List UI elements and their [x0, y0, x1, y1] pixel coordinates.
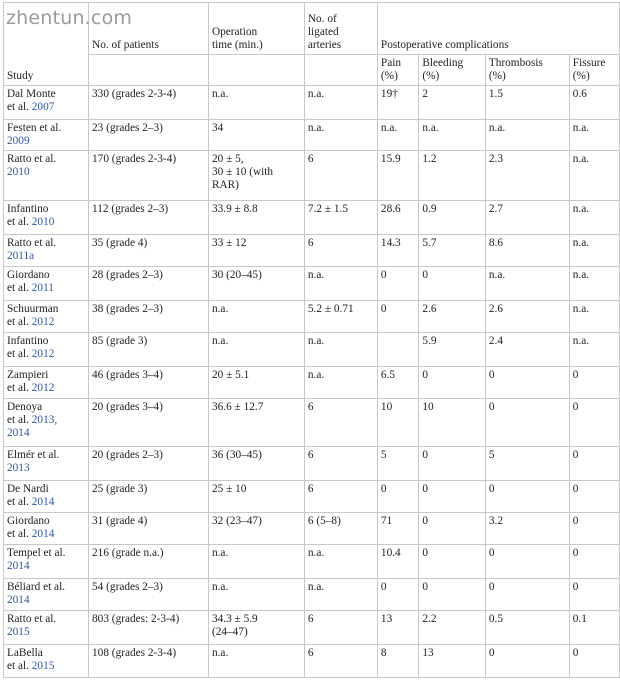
patients-cell: 28 (grades 2–3)	[89, 267, 209, 301]
fissure-cell: 0	[569, 367, 619, 399]
patients-cell: 31 (grade 4)	[89, 513, 209, 545]
table-row	[4, 333, 620, 367]
study-cell	[4, 333, 89, 367]
study-author: Dal Monte et al.	[7, 88, 56, 113]
thrombosis-cell: 0	[485, 399, 569, 447]
patients-cell: 20 (grades 3–4)	[89, 399, 209, 447]
pain-cell	[377, 333, 418, 367]
study-cell	[4, 481, 89, 513]
fissure-cell: 0	[569, 545, 619, 579]
table-row	[4, 611, 620, 645]
study-author: LaBella et al.	[7, 647, 43, 672]
table-row	[4, 151, 620, 201]
study-year-link[interactable]: 2012	[31, 382, 55, 394]
operation-time-cell: 30 (20–45)	[208, 267, 304, 301]
patients-cell: 170 (grades 2-3-4)	[89, 151, 209, 201]
study-author: De Nardi et al.	[7, 483, 49, 508]
header-operation-time: Operation time (min.)	[208, 3, 304, 55]
study-author: Giordano et al.	[7, 269, 50, 294]
fissure-cell: n.a.	[569, 235, 619, 267]
study-author: Tempel et al.	[7, 547, 66, 559]
bleeding-cell: 13	[419, 645, 486, 678]
operation-time-cell: n.a.	[208, 86, 304, 120]
patients-cell: 38 (grades 2–3)	[89, 301, 209, 333]
study-author: Infantino et al.	[7, 335, 49, 360]
operation-time-cell: n.a.	[208, 645, 304, 678]
study-author: Schuurman et al.	[7, 303, 59, 328]
header-arteries-blank	[304, 55, 377, 86]
pain-cell: 19†	[377, 86, 418, 120]
complications-table	[3, 2, 620, 678]
patients-cell: 46 (grades 3–4)	[89, 367, 209, 399]
study-year-link[interactable]: 2011	[31, 282, 54, 294]
pain-cell: 13	[377, 611, 418, 645]
ligated-arteries-cell: 7.2 ± 1.5	[304, 201, 377, 235]
operation-time-cell: n.a.	[208, 301, 304, 333]
pain-cell: 0	[377, 301, 418, 333]
patients-cell: 112 (grades 2–3)	[89, 201, 209, 235]
thrombosis-cell: 5	[485, 447, 569, 481]
operation-time-cell: 33 ± 12	[208, 235, 304, 267]
study-year-link[interactable]: 2015	[31, 660, 55, 672]
ligated-arteries-cell: 5.2 ± 0.71	[304, 301, 377, 333]
fissure-cell: n.a.	[569, 201, 619, 235]
table-row	[4, 579, 620, 611]
header-patients: No. of patients	[89, 3, 209, 55]
study-cell	[4, 235, 89, 267]
fissure-cell: 0	[569, 447, 619, 481]
fissure-cell: n.a.	[569, 151, 619, 201]
study-year-link[interactable]: 2013, 2014	[7, 414, 58, 439]
table-row	[4, 235, 620, 267]
fissure-cell: n.a.	[569, 301, 619, 333]
header-study: Study	[4, 3, 89, 86]
fissure-cell: 0.6	[569, 86, 619, 120]
pain-cell: 14.3	[377, 235, 418, 267]
ligated-arteries-cell: n.a.	[304, 579, 377, 611]
study-cell	[4, 579, 89, 611]
patients-cell: 330 (grades 2-3-4)	[89, 86, 209, 120]
pain-cell: 71	[377, 513, 418, 545]
bleeding-cell: 0	[419, 545, 486, 579]
fissure-cell: 0	[569, 481, 619, 513]
study-year-link[interactable]: 2014	[31, 496, 55, 508]
patients-cell: 20 (grades 2–3)	[89, 447, 209, 481]
fissure-cell: 0	[569, 645, 619, 678]
bleeding-cell: 5.7	[419, 235, 486, 267]
study-author: Festen et al.	[7, 122, 62, 134]
bleeding-cell: n.a.	[419, 120, 486, 151]
study-year-link[interactable]: 2012	[31, 348, 55, 360]
bleeding-cell: 0	[419, 267, 486, 301]
operation-time-cell: 36 (30–45)	[208, 447, 304, 481]
bleeding-cell: 0	[419, 513, 486, 545]
header-pain: Pain (%)	[377, 55, 418, 86]
header-time-blank	[208, 55, 304, 86]
study-cell	[4, 611, 89, 645]
fissure-cell: n.a.	[569, 333, 619, 367]
operation-time-cell: 33.9 ± 8.8	[208, 201, 304, 235]
ligated-arteries-cell: n.a.	[304, 367, 377, 399]
bleeding-cell: 0.9	[419, 201, 486, 235]
ligated-arteries-cell: 6 (5–8)	[304, 513, 377, 545]
table-row	[4, 301, 620, 333]
pain-cell: 15.9	[377, 151, 418, 201]
bleeding-cell: 5.9	[419, 333, 486, 367]
operation-time-cell: 34.3 ± 5.9 (24–47)	[208, 611, 304, 645]
fissure-cell: n.a.	[569, 120, 619, 151]
fissure-cell: 0	[569, 513, 619, 545]
study-year-link[interactable]: 2012	[31, 316, 55, 328]
pain-cell: 28.6	[377, 201, 418, 235]
fissure-cell: 0	[569, 579, 619, 611]
study-year-link[interactable]: 2014	[31, 528, 55, 540]
thrombosis-cell: 2.6	[485, 301, 569, 333]
fissure-cell: 0	[569, 399, 619, 447]
table-row	[4, 645, 620, 678]
table-row	[4, 120, 620, 151]
patients-cell: 25 (grade 3)	[89, 481, 209, 513]
study-year-link[interactable]: 2011a	[7, 250, 35, 262]
ligated-arteries-cell: 6	[304, 399, 377, 447]
study-cell	[4, 86, 89, 120]
study-cell	[4, 201, 89, 235]
pain-cell: 10	[377, 399, 418, 447]
table-row	[4, 367, 620, 399]
pain-cell: 10.4	[377, 545, 418, 579]
operation-time-cell: n.a.	[208, 333, 304, 367]
study-cell	[4, 645, 89, 678]
bleeding-cell: 2.2	[419, 611, 486, 645]
study-cell	[4, 545, 89, 579]
header-ligated-arteries: No. of ligated arteries	[304, 3, 377, 55]
thrombosis-cell: 0	[485, 645, 569, 678]
header-fissure: Fissure (%)	[569, 55, 619, 86]
bleeding-cell: 10	[419, 399, 486, 447]
ligated-arteries-cell: 6	[304, 611, 377, 645]
study-cell	[4, 513, 89, 545]
thrombosis-cell: 2.7	[485, 201, 569, 235]
study-author: Zampieri et al.	[7, 369, 49, 394]
fissure-cell: n.a.	[569, 267, 619, 301]
thrombosis-cell: 2.3	[485, 151, 569, 201]
pain-cell: 0	[377, 267, 418, 301]
table-row	[4, 267, 620, 301]
operation-time-cell: 20 ± 5, 30 ± 10 (with RAR)	[208, 151, 304, 201]
study-author: Giordano et al.	[7, 515, 50, 540]
pain-cell: 8	[377, 645, 418, 678]
patients-cell: 216 (grade n.a.)	[89, 545, 209, 579]
study-cell	[4, 367, 89, 399]
operation-time-cell: n.a.	[208, 579, 304, 611]
pain-cell: 6.5	[377, 367, 418, 399]
study-cell	[4, 399, 89, 447]
patients-cell: 108 (grades 2-3-4)	[89, 645, 209, 678]
operation-time-cell: 20 ± 5.1	[208, 367, 304, 399]
patients-cell: 803 (grades: 2-3-4)	[89, 611, 209, 645]
study-cell	[4, 151, 89, 201]
study-year-link[interactable]: 2007	[31, 101, 55, 113]
watermark: zhentun.com	[6, 7, 133, 29]
study-year-link[interactable]: 2015	[7, 626, 30, 638]
study-year-link[interactable]: 2014	[7, 594, 30, 606]
ligated-arteries-cell: n.a.	[304, 333, 377, 367]
study-year-link[interactable]: 2010	[7, 166, 30, 178]
thrombosis-cell: n.a.	[485, 120, 569, 151]
ligated-arteries-cell: 6	[304, 235, 377, 267]
ligated-arteries-cell: n.a.	[304, 86, 377, 120]
study-year-link[interactable]: 2013	[7, 462, 30, 474]
table-row	[4, 545, 620, 579]
patients-cell: 54 (grades 2–3)	[89, 579, 209, 611]
study-cell	[4, 447, 89, 481]
bleeding-cell: 0	[419, 481, 486, 513]
pain-cell: 0	[377, 481, 418, 513]
pain-cell: n.a.	[377, 120, 418, 151]
operation-time-cell: 36.6 ± 12.7	[208, 399, 304, 447]
study-cell	[4, 120, 89, 151]
study-author: Ratto et al.	[7, 153, 57, 165]
thrombosis-cell: 0	[485, 579, 569, 611]
pain-cell: 5	[377, 447, 418, 481]
operation-time-cell: 34	[208, 120, 304, 151]
patients-cell: 23 (grades 2–3)	[89, 120, 209, 151]
thrombosis-cell: 1.5	[485, 86, 569, 120]
ligated-arteries-cell: 6	[304, 447, 377, 481]
ligated-arteries-cell: 6	[304, 151, 377, 201]
header-patients-blank	[89, 55, 209, 86]
study-author: Denoya et al.	[7, 401, 43, 426]
thrombosis-cell: 0.5	[485, 611, 569, 645]
pain-cell: 0	[377, 579, 418, 611]
table-row	[4, 447, 620, 481]
bleeding-cell: 0	[419, 447, 486, 481]
thrombosis-cell: 0	[485, 481, 569, 513]
study-cell	[4, 301, 89, 333]
thrombosis-cell: 3.2	[485, 513, 569, 545]
patients-cell: 35 (grade 4)	[89, 235, 209, 267]
thrombosis-cell: n.a.	[485, 267, 569, 301]
table-row	[4, 201, 620, 235]
operation-time-cell: n.a.	[208, 545, 304, 579]
header-bleeding: Bleeding (%)	[419, 55, 486, 86]
study-author: Béliard et al.	[7, 581, 66, 593]
study-cell	[4, 267, 89, 301]
study-author: Elmér et al.	[7, 449, 60, 461]
operation-time-cell: 32 (23–47)	[208, 513, 304, 545]
table-row	[4, 399, 620, 447]
thrombosis-cell: 0	[485, 367, 569, 399]
bleeding-cell: 1.2	[419, 151, 486, 201]
header-postoperative-complications: Postoperative complications	[377, 3, 619, 55]
study-author: Ratto et al.	[7, 237, 57, 249]
study-author: Ratto et al.	[7, 613, 57, 625]
bleeding-cell: 0	[419, 579, 486, 611]
header-thrombosis: Thrombosis (%)	[485, 55, 569, 86]
study-author: Infantino et al.	[7, 203, 49, 228]
table-row	[4, 481, 620, 513]
ligated-arteries-cell: n.a.	[304, 120, 377, 151]
table-row	[4, 513, 620, 545]
study-year-link[interactable]: 2009	[7, 135, 30, 147]
study-year-link[interactable]: 2014	[7, 560, 30, 572]
fissure-cell: 0.1	[569, 611, 619, 645]
patients-cell: 85 (grade 3)	[89, 333, 209, 367]
ligated-arteries-cell: 6	[304, 481, 377, 513]
bleeding-cell: 2.6	[419, 301, 486, 333]
thrombosis-cell: 8.6	[485, 235, 569, 267]
ligated-arteries-cell: n.a.	[304, 267, 377, 301]
ligated-arteries-cell: 6	[304, 645, 377, 678]
thrombosis-cell: 2.4	[485, 333, 569, 367]
study-year-link[interactable]: 2010	[31, 216, 55, 228]
thrombosis-cell: 0	[485, 545, 569, 579]
bleeding-cell: 0	[419, 367, 486, 399]
bleeding-cell: 2	[419, 86, 486, 120]
ligated-arteries-cell: n.a.	[304, 545, 377, 579]
operation-time-cell: 25 ± 10	[208, 481, 304, 513]
table-row	[4, 86, 620, 120]
